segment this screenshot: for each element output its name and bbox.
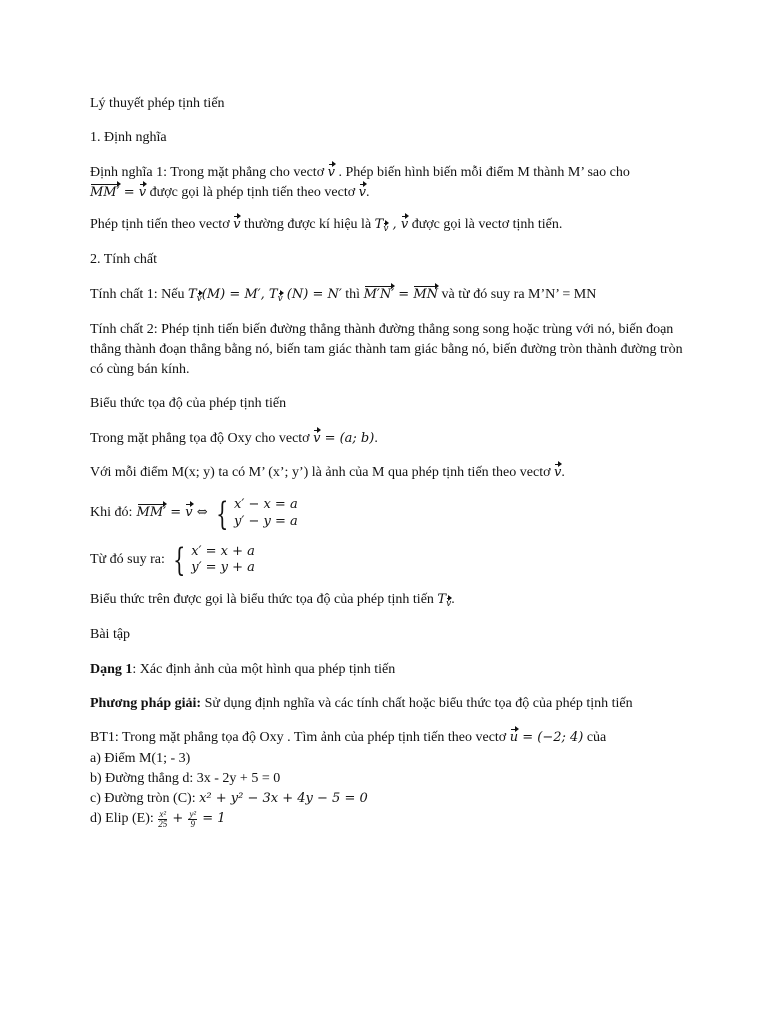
method-heading: Phương pháp giải: Sử dụng định nghĩa và các tính chất hoặc biểu thức tọa độ của phép tịnh tiến [90, 696, 633, 711]
exercise-item-b: b) Đường thẳng d: 3x - 2y + 5 = 0 [90, 770, 281, 786]
fraction-x2-25: $\frac{\text{x²}}{25}$ [158, 808, 168, 829]
exercise-item-d: d) Elip (E): $\frac{\text{x²}}{25}$ + $\frac{\text{y²}}{9}$ = 1 [90, 808, 226, 829]
type-1-heading: Dạng 1: Xác định ảnh của một hình qua phép tịnh tiến [90, 661, 396, 677]
definition-1: Định nghĩa 1: Trong mặt phẳng cho vectơ v . Phép biến hình biến mỗi điểm M thành M’ sao cho MM′ = v được gọi là phép tịnh tiến theo vectơ v. [90, 163, 690, 204]
property-1: Tính chất 1: Nếu $T_v(M) = M'$, $T_v$ (N) = N′ thì M′N′ = MN và từ đó suy ra M’N’ = MN [90, 285, 690, 306]
exercise-item-a: a) Điểm M(1; - 3) [90, 750, 191, 766]
left-brace-icon: { [172, 541, 186, 580]
exercise-1-prompt: BT1: Trong mặt phẳng tọa độ Oxy . Tìm ảnh của phép tịnh tiến theo vectơ u = (−2; 4) của [90, 728, 690, 748]
coordinate-line-1: Trong mặt phẳng tọa độ Oxy cho vectơ v = (a; b). [90, 429, 690, 449]
fraction-y2-9: $\frac{\text{y²}}{9}$ [189, 808, 197, 829]
property-2: Tính chất 2: Phép tịnh tiến biến đường thẳng thành đường thẳng song song hoặc trùng với nó, biến đoạn thẳng thành đoạn thẳng bằng nó, biến tam giác thành tam giác bằng nó, biến đường tròn thành đường tròn có cùng bán kính. [90, 321, 683, 378]
document-body [90, 94, 690, 830]
coordinate-conclusion: Biểu thức trên được gọi là biểu thức tọa độ của phép tịnh tiến $T_v$. [90, 590, 690, 611]
khi-do-system: Khi đó: MM′ = v ⇔ { x′ − x = a y′ − y = a [90, 494, 298, 533]
exercise-1 [90, 728, 690, 829]
exercise-item-c: c) Đường tròn (C): x² + y² − 3x + 4y − 5 = 0 [90, 791, 368, 807]
notation-paragraph: Phép tịnh tiến theo vectơ v thường được kí hiệu là $T_v$ , v được gọi là vectơ tịnh tiến. [90, 215, 690, 236]
vector-v: v [328, 165, 335, 180]
vector-equation: MM′ = v [90, 185, 146, 200]
section-2-title: 2. Tính chất [90, 252, 158, 268]
document-heading: Lý thuyết phép tịnh tiến [90, 96, 225, 111]
left-brace-icon: { [215, 494, 228, 533]
tu-do-system: Từ đó suy ra: { x′ = x + a y′ = y + a [90, 541, 255, 580]
coordinate-line-2: Với mỗi điểm M(x; y) ta có M’ (x’; y’) là ảnh của M qua phép tịnh tiến theo vectơ v. [90, 463, 690, 483]
section-1-title: 1. Định nghĩa [90, 130, 167, 146]
coordinate-section-title: Biểu thức tọa độ của phép tịnh tiến [90, 396, 287, 412]
exercises-title: Bài tập [90, 627, 131, 643]
translation-symbol: $T_v$ , v [375, 217, 409, 232]
